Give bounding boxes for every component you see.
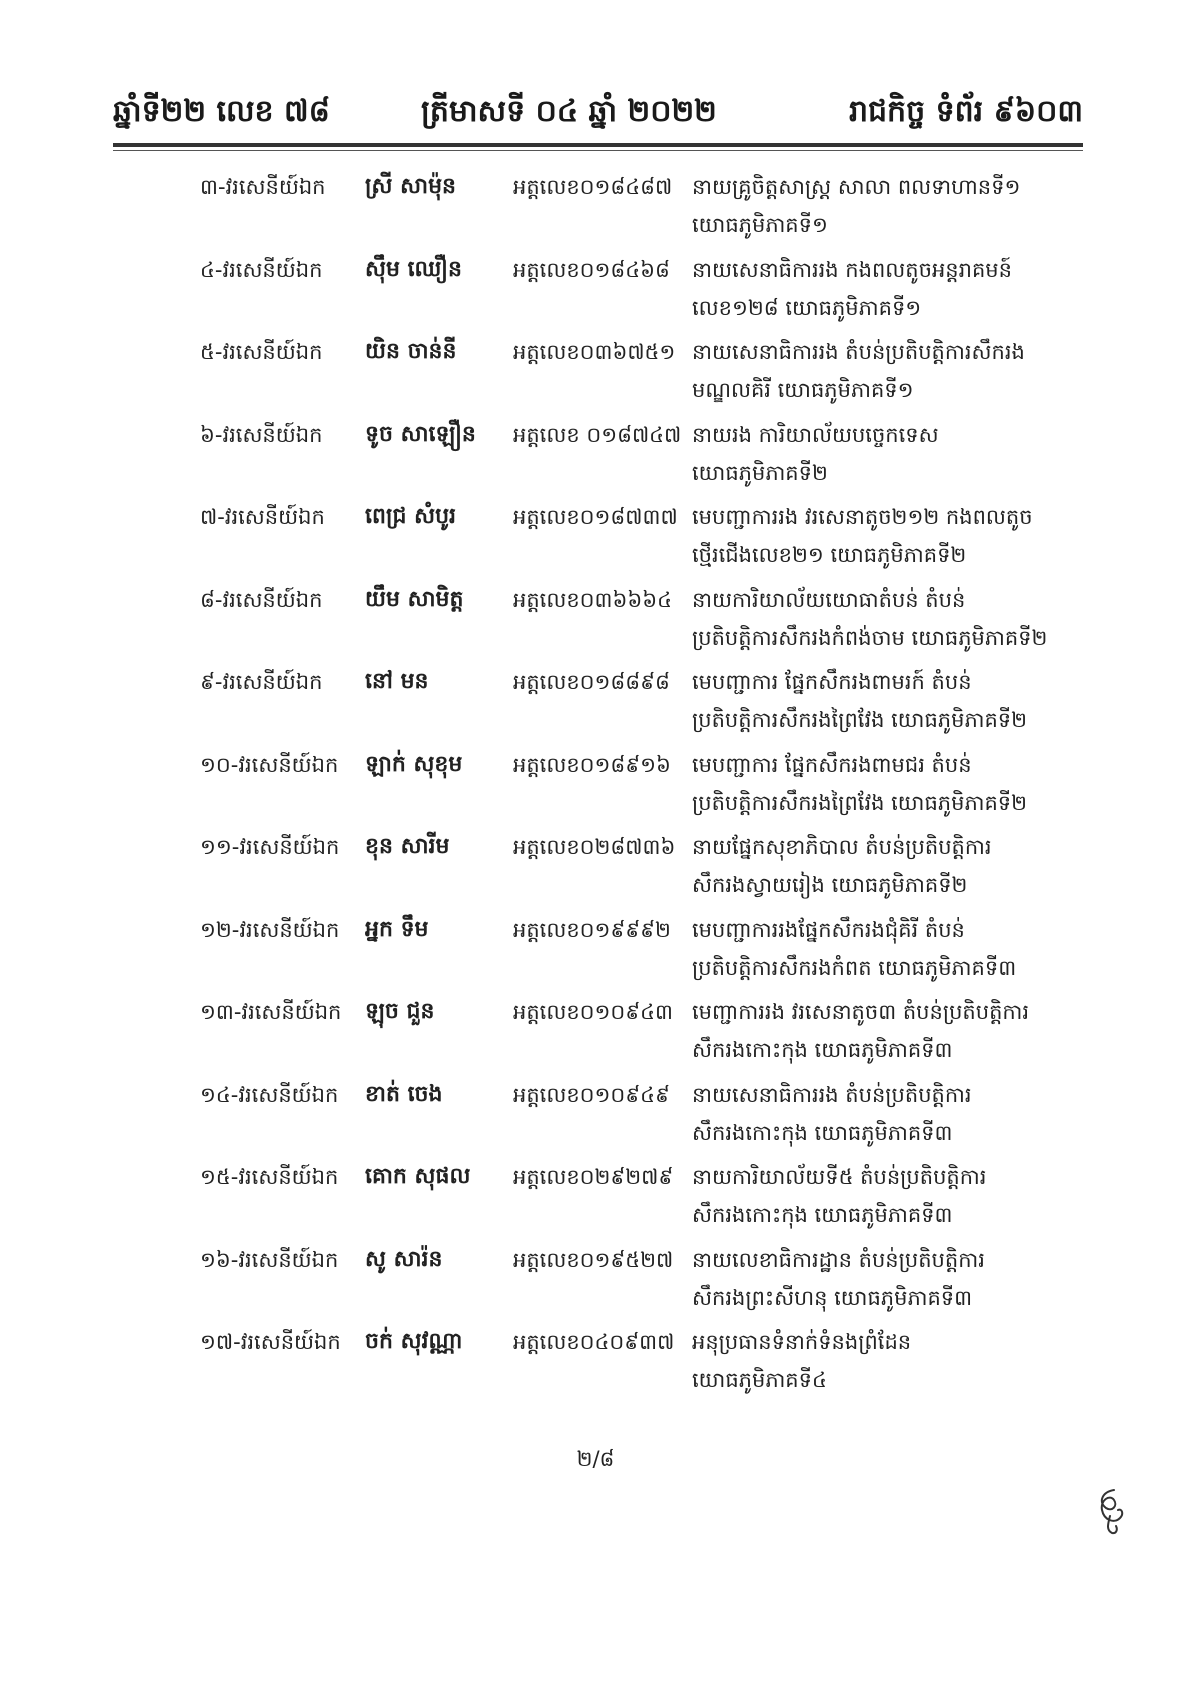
header-rule-thick bbox=[113, 143, 1083, 147]
entry-rank: ១៣-វរសេនីយ៍ឯក bbox=[200, 1000, 342, 1024]
entry-rank: ១៧-វរសេនីយ៍ឯក bbox=[200, 1330, 341, 1354]
entry-position bbox=[692, 168, 1052, 244]
entry-id: អត្តលេខ០១០៩៤៣ bbox=[513, 1000, 673, 1024]
entry-name: ឡុច ជួន bbox=[365, 999, 435, 1024]
entry-rank: ៦-វរសេនីយ៍ឯក bbox=[200, 422, 323, 447]
entry-id: អត្តលេខ០១៨៧៣៧ bbox=[513, 505, 678, 529]
entry-name: ពេជ្រ សំបូរ bbox=[365, 504, 457, 529]
page-header bbox=[113, 92, 1083, 138]
entry-id: អត្តលេខ០២៨៧៣៦ bbox=[513, 835, 676, 859]
entry-position-line1: មេបញ្ជាការរង វរសេនាតូច២១២ កងពលតូច bbox=[692, 505, 1033, 529]
entry-id: អត្តលេខ០៤០៩៣៧ bbox=[513, 1330, 675, 1354]
entry-name: សូ សារ៉ន bbox=[365, 1246, 443, 1272]
entry-id: អត្តលេខ០១៩៩៩២ bbox=[513, 917, 671, 942]
entry-position-line1: នាយរង ការិយាល័យបច្ចេកទេស bbox=[692, 422, 939, 447]
entry-id: អត្តលេខ០១៨៤៦៨ bbox=[513, 257, 670, 282]
entry-position-line2: សឹករងកោះកុង យោធភូមិភាគទី៣ bbox=[692, 1038, 953, 1062]
entry-id: អត្តលេខ០១៨៤៨៧ bbox=[513, 175, 673, 199]
entry-id: អត្តលេខ ០១៨៧៤៧ bbox=[513, 422, 682, 447]
list-item bbox=[0, 746, 1191, 829]
entry-position-line1: នាយសេនាធិការរង តំបន់ប្រតិបត្តិការសឹករង bbox=[692, 340, 1025, 364]
entry-id: អត្តលេខ០១០៩៤៩ bbox=[513, 1082, 670, 1107]
list-item bbox=[0, 1158, 1191, 1241]
entry-position-line1: មេបញ្ជាការ ផ្នែកសឹករងពាមរក៍ តំបន់ bbox=[692, 670, 972, 694]
entry-rank: ៨-វរសេនីយ៍ឯក bbox=[200, 587, 323, 612]
entry-position bbox=[692, 1323, 1052, 1399]
entry-position-line1: មេញ្ជាការរង វរសេនាតូច៣ តំបន់ប្រតិបត្តិការ bbox=[692, 1000, 1030, 1024]
entry-position-line2: យោធភូមិភាគទី៤ bbox=[692, 1368, 827, 1392]
list-item bbox=[0, 251, 1191, 334]
entry-id: អត្តលេខ០២៩២៧៩ bbox=[513, 1165, 674, 1189]
entry-name: នៅ មន bbox=[365, 669, 429, 694]
entry-position bbox=[692, 993, 1052, 1069]
entry-id: អត្តលេខ០១៨៩១៦ bbox=[513, 752, 671, 777]
entry-position-line2: សឹករងកោះកុង យោធភូមិភាគទី៣ bbox=[692, 1120, 953, 1145]
entry-rank: ១២-វរសេនីយ៍ឯក bbox=[200, 917, 340, 942]
signature-initial-icon bbox=[1092, 1486, 1128, 1536]
entry-rank: ១៦-វរសេនីយ៍ឯក bbox=[200, 1247, 339, 1272]
entry-position-line1: នាយការិយាល័យទី៥ តំបន់ប្រតិបត្តិការ bbox=[692, 1165, 987, 1189]
entry-rank: ៤-វរសេនីយ៍ឯក bbox=[200, 257, 323, 282]
entry-position-line2: មណ្ឌលគិរី យោធភូមិភាគទី១ bbox=[692, 378, 914, 402]
entry-position bbox=[692, 581, 1052, 657]
list-item bbox=[0, 663, 1191, 746]
entry-position-line2: ថ្មើរជើងលេខ២១ យោធភូមិភាគទី២ bbox=[692, 543, 967, 567]
entry-position-line2: ប្រតិបត្តិការសឹករងកំពង់ចាម យោធភូមិភាគទី២ bbox=[692, 625, 1048, 650]
entry-id: អត្តលេខ០១៩៥២៧ bbox=[513, 1247, 674, 1272]
entry-id: អត្តលេខ០១៨៨៩៨ bbox=[513, 670, 670, 694]
entry-position-line1: មេបញ្ជាការ ផ្នែកសឹករងពាមជរ តំបន់ bbox=[692, 752, 972, 777]
entry-name: ទូច សាឡឿន bbox=[365, 421, 476, 447]
list-item bbox=[0, 828, 1191, 911]
entry-position-line2: លេខ១២៨ យោធភូមិភាគទី១ bbox=[692, 295, 922, 320]
header-gazette-page: រាជកិច្ច ទំព័រ ៩៦០៣ bbox=[848, 94, 1083, 129]
list-item bbox=[0, 1241, 1191, 1324]
entry-position-line2: យោធភូមិភាគទី១ bbox=[692, 213, 828, 237]
entry-position-line1: នាយសេនាធិការរង កងពលតូចអន្តរាគមន៍ bbox=[692, 257, 1012, 282]
entry-position bbox=[692, 1241, 1052, 1317]
list-item bbox=[0, 993, 1191, 1076]
entry-name: ខុន សារីម bbox=[365, 834, 450, 859]
entry-name: ខាត់ ចេង bbox=[365, 1081, 443, 1107]
header-issue: ឆ្នាំទី២២ លេខ ៧៨ bbox=[113, 94, 330, 129]
entry-id: អត្តលេខ០៣៦៧៥១ bbox=[513, 340, 676, 364]
entry-position bbox=[692, 1158, 1052, 1234]
entry-rank: ១៤-វរសេនីយ៍ឯក bbox=[200, 1082, 339, 1107]
entry-rank: ១៥-វរសេនីយ៍ឯក bbox=[200, 1165, 339, 1189]
entry-position bbox=[692, 663, 1052, 739]
entry-name: ឡាក់ សុខុម bbox=[365, 751, 463, 777]
entry-position bbox=[692, 1076, 1052, 1152]
entry-position-line2: ប្រតិបត្តិការសឹករងកំពត យោធភូមិភាគទី៣ bbox=[692, 955, 1017, 980]
entry-name: អ្នក ទឹម bbox=[365, 916, 429, 942]
entry-name: គោក សុផល bbox=[365, 1164, 471, 1189]
entry-rank: ៧-វរសេនីយ៍ឯក bbox=[200, 505, 325, 529]
entry-position-line2: ប្រតិបត្តិការសឹករងព្រៃវែង យោធភូមិភាគទី២ bbox=[692, 708, 1028, 732]
entry-position bbox=[692, 498, 1052, 574]
header-rule-thin bbox=[113, 150, 1083, 151]
entry-position-line2: ប្រតិបត្តិការសឹករងព្រៃវែង យោធភូមិភាគទី២ bbox=[692, 790, 1028, 815]
entry-name: ចក់ សុវណ្ណា bbox=[365, 1329, 463, 1354]
entry-position-line1: នាយផ្នែកសុខាភិបាល តំបន់ប្រតិបត្តិការ bbox=[692, 835, 992, 859]
entry-name: យឹម សាមិត្ត bbox=[365, 586, 464, 612]
entry-rank: ៩-វរសេនីយ៍ឯក bbox=[200, 670, 323, 694]
entry-position-line2: សឹករងកោះកុង យោធភូមិភាគទី៣ bbox=[692, 1203, 953, 1227]
list-item bbox=[0, 168, 1191, 251]
entry-position bbox=[692, 828, 1052, 904]
entry-name: ស្រី សាម៉ុន bbox=[365, 174, 457, 199]
entry-rank: ១១-វរសេនីយ៍ឯក bbox=[200, 835, 340, 859]
entry-position-line1: នាយលេខាធិការដ្ឋាន តំបន់ប្រតិបត្តិការ bbox=[692, 1247, 985, 1272]
officer-list bbox=[0, 168, 1191, 1406]
entry-position bbox=[692, 746, 1052, 822]
entry-rank: ៥-វរសេនីយ៍ឯក bbox=[200, 340, 323, 364]
entry-position-line1: នាយគ្រូចិត្តសាស្ត្រ សាលា ពលទាហានទី១ bbox=[692, 175, 1021, 199]
entry-name: ស៊ឹម ឈឿន bbox=[365, 256, 462, 282]
entry-position-line1: នាយការិយាល័យយោធាតំបន់ តំបន់ bbox=[692, 587, 966, 612]
page-number: ២/៨ bbox=[576, 1447, 615, 1471]
list-item bbox=[0, 498, 1191, 581]
entry-position bbox=[692, 911, 1052, 987]
entry-rank: ៣-វរសេនីយ៍ឯក bbox=[200, 175, 326, 199]
entry-position-line1: នាយសេនាធិការរង តំបន់ប្រតិបត្តិការ bbox=[692, 1082, 972, 1107]
entry-position-line2: សឹករងព្រះសីហនុ យោធភូមិភាគទី៣ bbox=[692, 1285, 973, 1310]
entry-rank: ១០-វរសេនីយ៍ឯក bbox=[200, 752, 339, 777]
list-item bbox=[0, 1076, 1191, 1159]
entry-position-line2: សឹករងស្វាយរៀង យោធភូមិភាគទី២ bbox=[692, 873, 968, 897]
entry-position-line1: មេបញ្ជាការរងផ្នែកសឹករងជុំគិរី តំបន់ bbox=[692, 917, 965, 942]
entry-position bbox=[692, 333, 1052, 409]
list-item bbox=[0, 911, 1191, 994]
entry-name: យិន ចាន់នី bbox=[365, 339, 457, 364]
entry-position-line1: អនុប្រធានទំនាក់ទំនងព្រំដែន bbox=[692, 1330, 912, 1354]
entry-position bbox=[692, 251, 1052, 327]
header-quarter: ត្រីមាសទី ០៤ ឆ្នាំ ២០២២ bbox=[421, 94, 717, 129]
list-item bbox=[0, 1323, 1191, 1406]
list-item bbox=[0, 416, 1191, 499]
entry-id: អត្តលេខ០៣៦៦៦៤ bbox=[513, 587, 672, 612]
entry-position-line2: យោធភូមិភាគទី២ bbox=[692, 460, 828, 485]
list-item bbox=[0, 581, 1191, 664]
entry-position bbox=[692, 416, 1052, 492]
list-item bbox=[0, 333, 1191, 416]
